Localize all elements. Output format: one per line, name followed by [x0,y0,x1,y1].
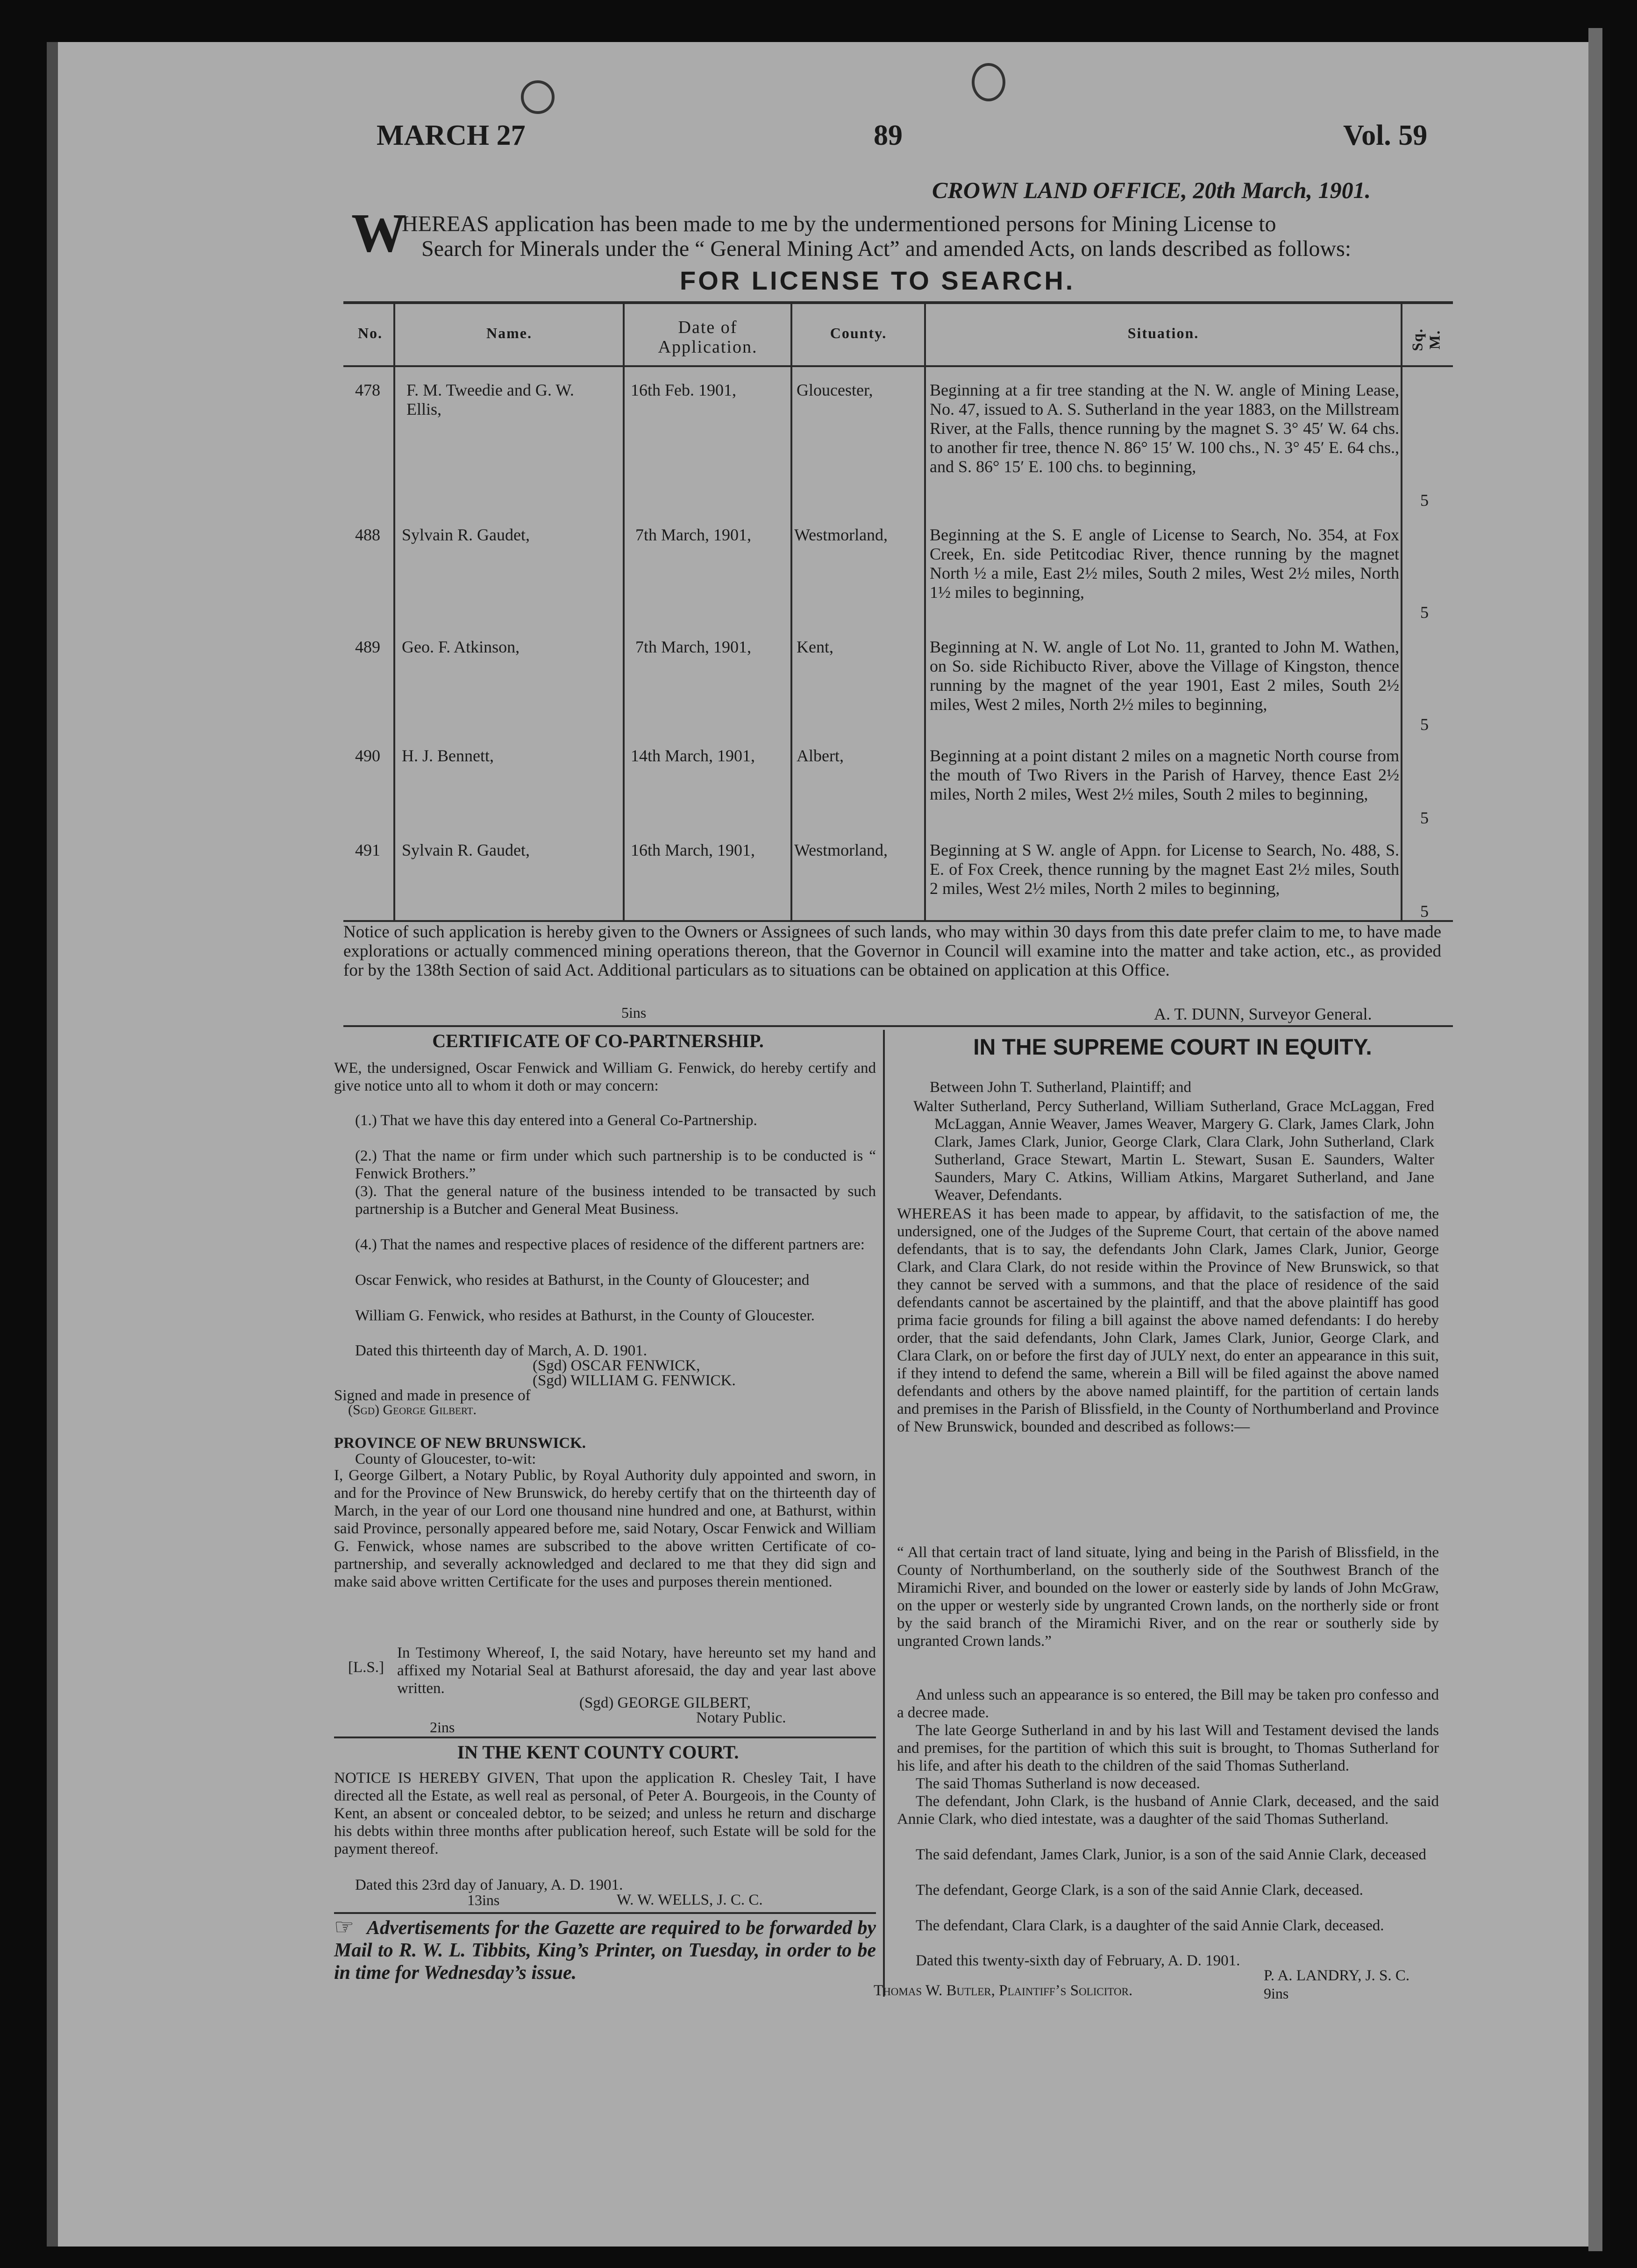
equity-para: The said Thomas Sutherland is now deceased. [916,1775,1200,1792]
partner-2: William G. Fenwick, who resides at Bathurst, in the County of Gloucester. [355,1307,815,1324]
table-cell-name: Sylvain R. Gaudet, [402,841,530,859]
equity-defendants: Walter Sutherland, Percy Sutherland, William Sutherland, Grace McLaggan, Fred McLaggan, Annie Weaver, James Weaver, Margery G. Clark, James Clark, John Clark, James Clark, Junior, George Clark, Clara Clark, John Sutherland, Clark Sutherland, Grace Stewart, Martin L. Stewart, Susan E. Saunders, Walter Saunders, Mary C. Atkins, William Atkins, Margaret Sutherland, and Jane Weaver, Defendants. [913,1098,1434,1204]
copartnership-clause-1: (1.) That we have this day entered into a General Co-Partnership. [355,1112,757,1129]
table-cell-situation: Beginning at N. W. angle of Lot No. 11, granted to John M. Wathen, on So. side Richibucto River, above the Village of Kingston, thence running by the magnet of the year 1901, East 2 miles, South 2½ miles, West 2 miles, North 2½ miles to beginning, [930,638,1399,714]
drop-cap: W [351,202,406,263]
license-notice: Notice of such application is hereby given to the Owners or Assignees of such lands, who may within 30 days from this date prefer claim to me, to have made explorations or actually commenced mining operations thereon, that the Governor in Council will examine into the matter and take action, etc., as provided for by the 138th Section of said Act. Additional particulars as to situations can be obtained on application at this Office. [343,922,1441,980]
equity-date: Dated this twenty-sixth day of February, A. D. 1901. [916,1952,1240,1969]
col-header-no: No. [357,325,383,341]
table-cell-no: 491 [355,841,380,859]
equity-order: WHEREAS it has been made to appear, by affidavit, to the satisfaction of me, the undersigned, one of the Judges of the Supreme Court, that certain of the above named defendants, that is to say, the defendants John Clark, James Clark, Junior, George Clark, and Clara Clark, do not reside within the Province of New Brunswick, so that they cannot be served with a summons, and that the place of residence of the said defendants cannot be ascertained by the plaintiff, and that the above plaintiff has good prima facie grounds for filing a bill against the above named defendants: I do hereby order, that the said defendants, John Clark, James Clark, Junior, George Clark, and Clara Clark, on or before the first day of JULY next, do enter an appearance in this suit, if they intend to defend the same, wherein a Bill will be filed against the above named defendants and others by the above named plaintiff, for the partition of certain lands and premises in the Parish of Blissfield, in the County of Northumberland and Province of New Brunswick, bounded and described as follows:— [897,1205,1439,1435]
equity-para: The defendant, George Clark, is a son of the said Annie Clark, deceased. [916,1882,1363,1899]
table-cell-name: Sylvain R. Gaudet, [402,525,530,544]
column-divider [623,303,625,920]
table-header-rule [343,365,1453,367]
signature-gilbert: (Sgd) GEORGE GILBERT, [579,1694,751,1711]
intro-line-1: HEREAS application has been made to me by the undermentioned persons for Mining License to [402,212,1276,236]
table-cell-name: Geo. F. Atkinson, [402,638,520,656]
witness-signature: (Sgd) George Gilbert. [348,1402,477,1418]
column-divider [924,303,926,920]
equity-para: The late George Sutherland in and by his last Will and Testament devised the lands and premises, for the partition of which this suit is brought, to Thomas Sutherland for his life, and after his death to the children of the said Thomas Sutherland. [897,1722,1439,1774]
table-cell-date: 14th March, 1901, [631,746,755,765]
page-number: 89 [874,120,903,151]
county-line: County of Gloucester, to-wit: [355,1451,536,1467]
table-cell-no: 489 [355,638,380,656]
office-dateline: CROWN LAND OFFICE, 20th March, 1901. [932,177,1371,203]
page-binding-shadow [47,42,58,2247]
advertisement-notice: Advertisements for the Gazette are required to be forwarded by Mail to R. W. L. Tibbits, King’s Printer, on Tuesday, in order to be in time for Wednesday’s issue. [334,1917,876,1984]
notary-certificate: I, George Gilbert, a Notary Public, by Royal Authority duly appointed and sworn, in and for the Province of New Brunswick, do hereby certify that on the thirteenth day of March, in the year of our Lord one thousand nine hundred and one, at Bathurst, within said Province, personally appeared before me, said Notary, Oscar Fenwick and William G. Fenwick, whose names are subscribed to the above written Certificate of co-partnership, and severally acknowledged and declared to me that they did sign and make said above written Certificate for the uses and purposes therein mentioned. [334,1467,876,1590]
column-divider [790,303,792,920]
column-divider [1401,303,1402,920]
col-header-date: Date of Application. [658,318,758,357]
table-cell-county: Kent, [797,638,833,656]
table-cell-name: H. J. Bennett, [402,746,494,765]
table-cell-situation: Beginning at S W. angle of Appn. for License to Search, No. 488, S. E. of Fox Creek, thence running by the magnet East 2½ miles, South 2 miles, West 2½ miles, North 2 miles to beginning, [930,841,1399,898]
table-cell-no: 478 [355,381,380,399]
copartnership-date: Dated this thirteenth day of March, A. D. 1901. [355,1342,648,1359]
copartnership-clause-4: (4.) That the names and respective places of residence of the different partners are: [355,1236,865,1253]
table-cell-county: Albert, [797,746,844,765]
pointing-hand-icon: ☞ [334,1915,355,1940]
table-cell-date: 7th March, 1901, [635,638,751,656]
province-heading: PROVINCE OF NEW BRUNSWICK. [334,1435,586,1452]
signature-oscar: (Sgd) OSCAR FENWICK, [533,1357,700,1374]
table-cell-situation: Beginning at a fir tree standing at the N. W. angle of Mining Lease, No. 47, issued to A. S. Sutherland in the year 1883, on the Millstream River, at the Falls, thence running by the magnet S. 3° 45′ W. 64 chs. to another fir tree, thence N. 86° 15′ W. 100 chs., N. 3° 45′ E. 64 chs., and S. 86° 15′ E. 100 chs. to beginning, [930,381,1399,476]
kent-court-notice: NOTICE IS HEREBY GIVEN, That upon the application R. Chesley Tait, I have directed all the Estate, as well real as personal, of Peter A. Bourgeois, in the County of Kent, an absent or concealed debtor, to be seized; and unless he return and discharge his debts within three months after publication hereof, such Estate will be sold for the payment thereof. [334,1770,876,1857]
kent-court-date: Dated this 23rd day of January, A. D. 1901. [355,1877,623,1893]
insertion-count: 5ins [621,1004,647,1021]
kent-court-signature: W. W. WELLS, J. C. C. [617,1892,763,1908]
intro-line-2: Search for Minerals under the “ General Mining Act” and amended Acts, on lands described as follows: [421,236,1352,261]
table-cell-sqm: 5 [1420,491,1429,510]
column-separator [883,1030,885,1997]
notary-title: Notary Public. [696,1709,786,1726]
table-cell-sqm: 5 [1420,808,1429,827]
table-top-rule [343,301,1453,304]
page-edge [1588,28,1602,2251]
notary-testimony: In Testimony Whereof, I, the said Notary, have hereunto set my hand and affixed my Notarial Seal at Bathurst aforesaid, the day and year last above written. [397,1644,876,1697]
table-cell-sqm: 5 [1420,715,1429,734]
copartnership-clause-3: (3). That the general nature of the business intended to be transacted by such partnership is a Butcher and General Meat Business. [355,1183,876,1218]
section-rule [334,1736,876,1738]
table-cell-date: 16th March, 1901, [631,841,755,859]
table-cell-date: 7th March, 1901, [635,525,751,544]
judge-signature: P. A. LANDRY, J. S. C. [1264,1967,1410,1984]
copartnership-intro: WE, the undersigned, Oscar Fenwick and William G. Fenwick, do hereby certify and give notice unto all to whom it doth or may concern: [334,1060,876,1094]
equity-para: And unless such an appearance is so entered, the Bill may be taken pro confesso and a decree made. [897,1687,1439,1721]
col-header-situation: Situation. [1127,325,1199,341]
license-heading: FOR LICENSE TO SEARCH. [680,266,1075,295]
table-cell-county: Gloucester, [797,381,873,399]
col-header-county: County. [830,325,887,341]
equity-para: The defendant, Clara Clark, is a daughter of the said Annie Clark, deceased. [916,1917,1384,1934]
table-cell-date: 16th Feb. 1901, [631,381,737,399]
kent-court-title: IN THE KENT COUNTY COURT. [457,1742,739,1763]
table-cell-no: 488 [355,525,380,544]
insertion-count: 2ins [430,1719,455,1736]
table-cell-sqm: 5 [1420,603,1429,622]
col-header-name: Name. [486,325,532,341]
table-cell-situation: Beginning at a point distant 2 miles on a magnetic North course from the mouth of Two Rivers in the Parish of Harvey, thence East 2½ miles, North 2 miles, West 2½ miles, South 2 miles to beginning, [930,746,1399,803]
table-cell-no: 490 [355,746,380,765]
table-cell-sqm: 5 [1420,902,1429,921]
equity-land-description: “ All that certain tract of land situate, lying and being in the Parish of Blissfield, in the County of Northumberland, on the southerly side of the Southwest Branch of the Miramichi River, and bounded on the lower or easterly side by lands of John McGraw, on the upper or westerly side by ungranted Crown lands, on the northerly side or front by the said branch of the Miramichi River, and on the rear or southerly side by ungranted Crown lands.” [897,1544,1439,1650]
solicitor-line: Thomas W. Butler, Plaintiff’s Solicitor. [874,1982,1133,1999]
table-bottom-rule [343,920,1453,922]
seal-mark: [L.S.] [348,1659,384,1676]
equity-parties: Between John T. Sutherland, Plaintiff; and [930,1079,1192,1096]
table-cell-name: F. M. Tweedie and G. W. Ellis, [406,381,574,418]
insertion-count: 13ins [467,1892,500,1908]
copartnership-clause-2: (2.) That the name or firm under which such partnership is to be conducted is “ Fenwick Brothers.” [355,1148,876,1182]
equity-para: The defendant, John Clark, is the husband of Annie Clark, deceased, and the said Annie Clark, who died intestate, was a daughter of the said Thomas Sutherland. [897,1793,1439,1828]
copartnership-title: CERTIFICATE OF CO-PARTNERSHIP. [432,1030,764,1051]
issue-date: MARCH 27 [377,120,526,151]
table-cell-situation: Beginning at the S. E angle of License to Search, No. 354, at Fox Creek, En. side Petitcodiac River, thence running by the magnet North ½ a mile, East 2½ miles, South 2 miles, West 2½ miles, North 1½ miles to beginning, [930,525,1399,602]
section-rule [334,1912,876,1914]
section-rule [343,1025,1453,1027]
surveyor-signature: A. T. DUNN, Surveyor General. [1154,1005,1372,1023]
col-header-sqm: Sq. M. [1409,328,1443,351]
witness-line: Signed and made in presence of [334,1387,531,1404]
signature-william: (Sgd) WILLIAM G. FENWICK. [533,1372,736,1389]
volume-number: Vol. 59 [1343,120,1428,151]
punch-hole [972,63,1005,101]
equity-title: IN THE SUPREME COURT IN EQUITY. [973,1035,1372,1060]
table-cell-county: Westmorland, [794,525,888,544]
equity-para: The said defendant, James Clark, Junior, is a son of the said Annie Clark, deceased [916,1846,1426,1863]
punch-hole [521,80,555,114]
partner-1: Oscar Fenwick, who resides at Bathurst, in the County of Gloucester; and [355,1272,810,1289]
table-cell-county: Westmorland, [794,841,888,859]
column-divider [393,303,395,920]
insertion-count: 9ins [1264,1985,1289,2002]
